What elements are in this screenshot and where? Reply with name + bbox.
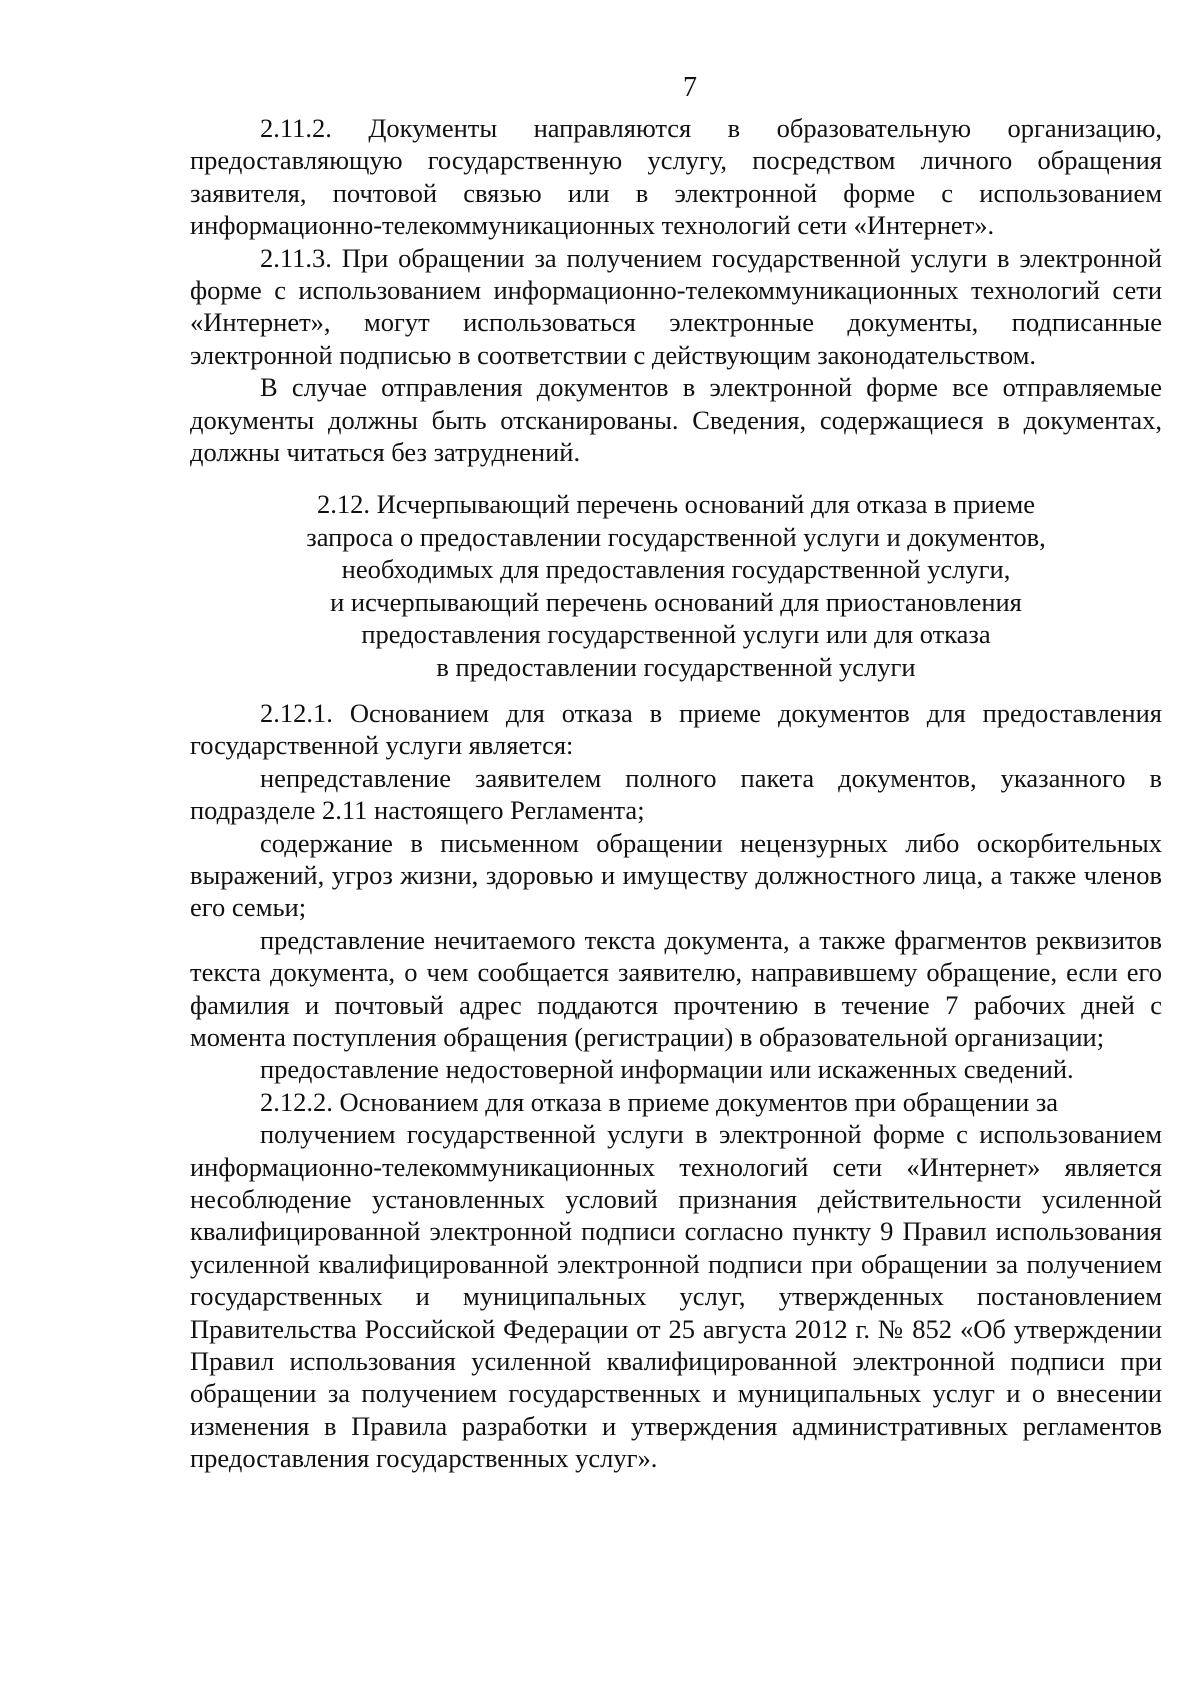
list-item-offensive-content: содержание в письменном обращении нецензурных либо оскорбительных выражений, угроз жизни, здоровью и имуществу должностного лица, а также членов его семьи; [190, 827, 1162, 923]
paragraph-2-11-2: 2.11.2. Документы направляются в образовательную организацию, предоставляющую государственную услугу, посредством личного обращения заявителя, почтовой связью или в электронной форме с использованием информационно-телекоммуникационных технологий сети «Интернет». [190, 113, 1162, 241]
list-item-incomplete-package: непредставление заявителем полного пакета документов, указанного в подразделе 2.11 настоящего Регламента; [190, 762, 1162, 826]
heading-line: 2.12. Исчерпывающий перечень оснований для отказа в приеме [316, 489, 1036, 520]
paragraph-2-11-3: 2.11.3. При обращении за получением государственной услуги в электронной форме с использованием информационно-телекоммуникационных технологий сети «Интернет», могут использоваться электронные документы, подписанные электронной подписью в соответствии с действующим законодательством. [190, 242, 1162, 370]
paragraph-scanned-documents: В случае отправления документов в электронной форме все отправляемые документы должны быть отсканированы. Сведения, содержащиеся в документах, должны читаться без затруднений. [190, 372, 1162, 468]
heading-line: предоставления государственной услуги или для отказа [361, 619, 991, 650]
document-body [190, 112, 1162, 1475]
paragraph-2-12-1: 2.12.1. Основанием для отказа в приеме документов для предоставления государственной услуги является: [190, 697, 1162, 761]
section-heading-2-12 [190, 488, 1162, 682]
paragraph-2-12-2-intro: 2.12.2. Основанием для отказа в приеме документов при обращении за [260, 1086, 1059, 1117]
heading-line: в предоставлении государственной услуги [436, 651, 916, 682]
heading-line: и исчерпывающий перечень оснований для приостановления [330, 586, 1022, 617]
list-item-unreadable-text: представление нечитаемого текста документа, а также фрагментов реквизитов текста документа, о чем сообщается заявителю, направившему обращение, если его фамилия и почтовый адрес поддаются прочтению в течение 7 рабочих дней с момента поступления обращения (регистрации) в образовательной организации; [190, 924, 1162, 1052]
heading-line: необходимых для предоставления государственной услуги, [341, 554, 1011, 585]
paragraph-2-12-2-body: получением государственной услуги в электронной форме с использованием информационно-телекоммуникационных технологий сети «Интернет» является несоблюдение установленных условий признания действительности усиленной квалифицированной электронной подписи согласно пункту 9 Правил использования усиленной квалифицированной электронной подписи при обращении за получением государственных и муниципальных услуг, утвержденных постановлением Правительства Российской Федерации от 25 августа 2012 г. № 852 «Об утверждении Правил использования усиленной квалифицированной электронной подписи при обращении за получением государственных и муниципальных услуг и о внесении изменения в Правила разработки и утверждения административных регламентов предоставления государственных услуг». [190, 1119, 1162, 1474]
heading-line: запроса о предоставлении государственной услуги и документов, [306, 521, 1046, 552]
list-item-false-information: предоставление недостоверной информации или искаженных сведений. [260, 1054, 1074, 1085]
page-number: 7 [683, 72, 697, 103]
